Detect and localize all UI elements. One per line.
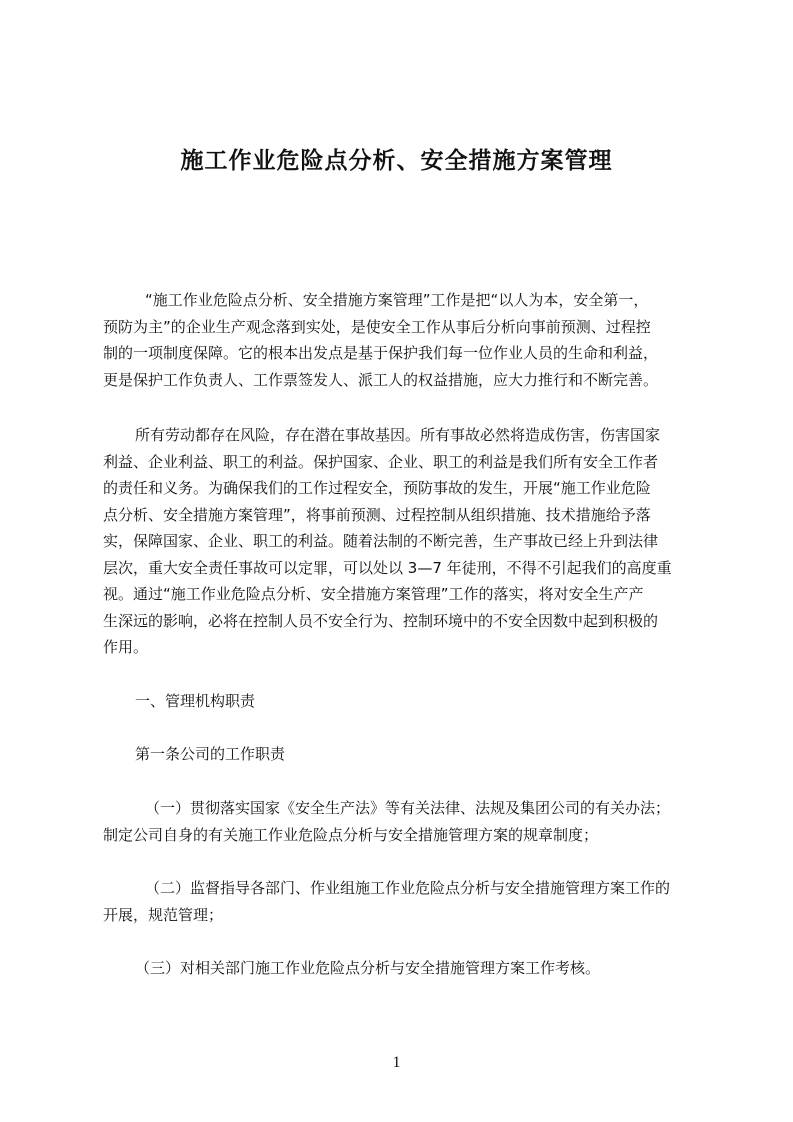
paragraph-line: 制定公司自身的有关施工作业危险点分析与安全措施管理方案的规章制度； — [103, 825, 599, 844]
paragraph-line: （二）监督指导各部门、作业组施工作业危险点分析与安全措施管理方案工作的 — [145, 879, 671, 897]
paragraph-line: 生深远的影响，必将在控制人员不安全行为、控制环境中的不安全因数中起到积极的 — [103, 611, 659, 630]
paragraph-line: 开展，规范管理； — [103, 905, 224, 924]
paragraph-line: 所有劳动都存在风险，存在潜在事故基因。所有事故必然将造成伤害，伤害国家 — [135, 426, 661, 444]
paragraph-line: 层次，重大安全责任事故可以定罪，可以处以 3—7 年徒刑，不得不引起我们的高度重 — [103, 558, 672, 577]
intro-paragraph — [103, 287, 698, 393]
article-heading: 第一条公司的工作职责 — [135, 745, 286, 763]
duty-item-3 — [103, 955, 698, 982]
paragraph-line: 点分析、安全措施方案管理”，将事前预测、过程控制从组织措施、技术措施给予落 — [103, 505, 651, 524]
duty-item-2 — [103, 875, 698, 928]
paragraph-line: 作用。 — [103, 638, 149, 656]
document-title: 施工作业危险点分析、安全措施方案管理 — [180, 148, 613, 174]
body-paragraph — [103, 422, 698, 661]
paragraph-line: 预防为主”的企业生产观念落到实处，是使安全工作从事后分析向事前预测、过程控 — [103, 317, 651, 336]
paragraph-line: 更是保护工作负责人、工作票签发人、派工人的权益措施，应大力推行和不断完善。 — [103, 370, 659, 389]
paragraph-line: “施工作业危险点分析、安全措施方案管理”工作是把“以人为本，安全第一， — [145, 291, 649, 309]
paragraph-line: 的责任和义务。为确保我们的工作过程安全，预防事故的发生，开展“施工作业危险 — [103, 479, 651, 497]
paragraph-line: （一）贯彻落实国家《安全生产法》等有关法律、法规及集团公司的有关办法； — [145, 799, 671, 817]
paragraph-line: 实，保障国家、企业、职工的利益。随着法制的不断完善，生产事故已经上升到法律 — [103, 532, 659, 550]
duty-item-1 — [103, 795, 698, 848]
paragraph-line: 制的一项制度保障。它的根本出发点是基于保护我们每一位作业人员的生命和利益， — [103, 344, 659, 362]
paragraph-line: 视。通过“施工作业危险点分析、安全措施方案管理”工作的落实，将对安全生产产 — [103, 585, 644, 603]
section-heading: 一、管理机构职责 — [135, 692, 256, 710]
paragraph-line: （三）对相关部门施工作业危险点分析与安全措施管理方案工作考核。 — [135, 959, 601, 977]
paragraph-line: 利益、企业利益、职工的利益。保护国家、企业、职工的利益是我们所有安全工作者 — [103, 452, 659, 471]
page-number: 1 — [392, 1054, 401, 1071]
